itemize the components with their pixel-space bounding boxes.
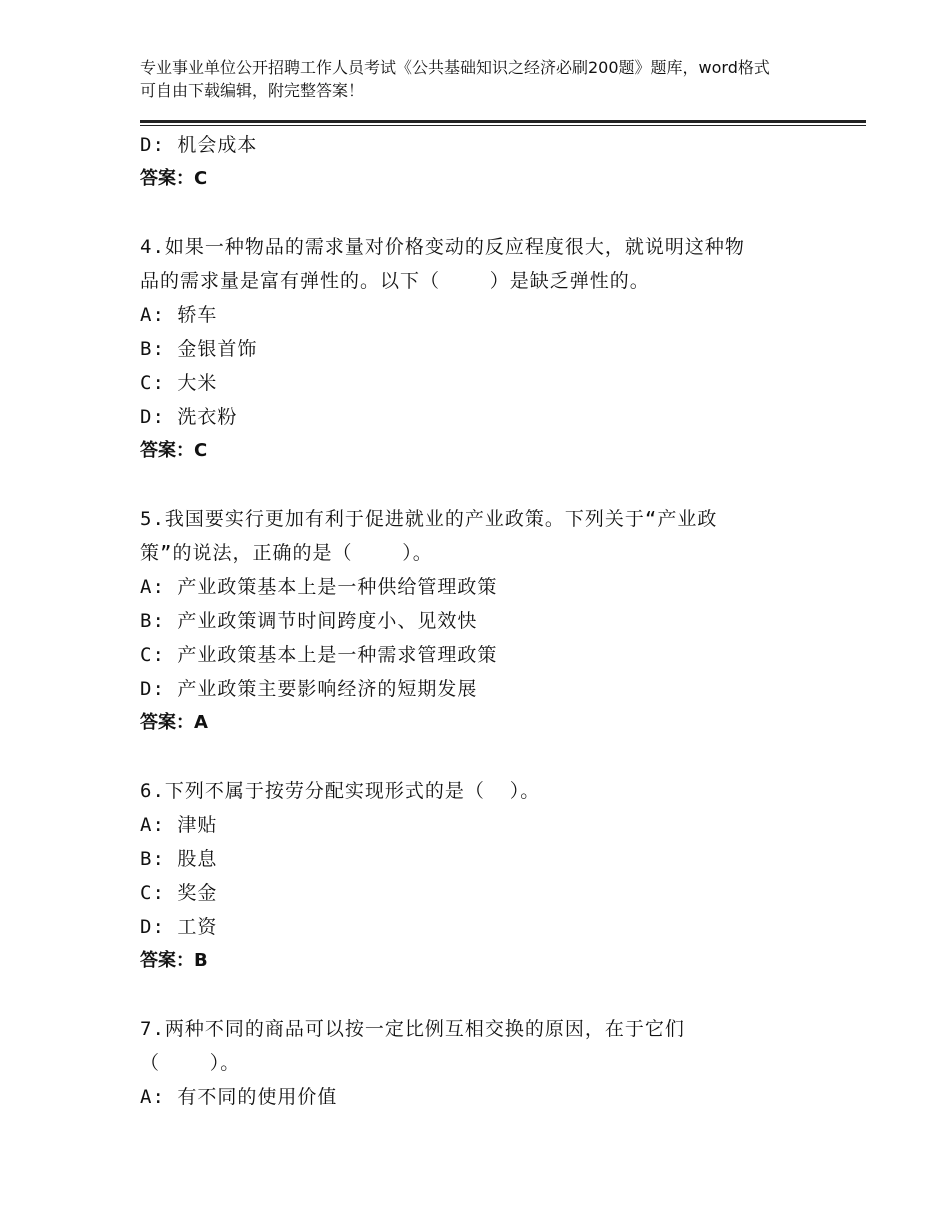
option-a: A: 产业政策基本上是一种供给管理政策: [140, 576, 498, 598]
question-stem: 5.我国要实行更加有利于促进就业的产业政策。下列关于“产业政: [140, 508, 718, 530]
option-d: D: 工资: [140, 916, 218, 938]
document-header: [140, 56, 780, 102]
option-d: D: 机会成本: [140, 134, 258, 156]
question-3: [140, 128, 810, 196]
question-4: [140, 230, 810, 468]
question-stem: 品的需求量是富有弹性的。以下（ ）是缺乏弹性的。: [140, 270, 650, 292]
question-5: [140, 502, 810, 740]
spacer: [140, 740, 810, 774]
spacer: [140, 468, 810, 502]
question-stem: 4.如果一种物品的需求量对价格变动的反应程度很大，就说明这种物: [140, 236, 745, 258]
header-divider-thick: [140, 120, 866, 123]
question-stem: 7.两种不同的商品可以按一定比例互相交换的原因，在于它们: [140, 1018, 685, 1040]
option-c: C: 产业政策基本上是一种需求管理政策: [140, 644, 498, 666]
header-title: 专业事业单位公开招聘工作人员考试《公共基础知识之经济必刷200题》题库，word格式可自由下载编辑，附完整答案！: [140, 58, 770, 100]
question-list: [140, 128, 810, 1114]
option-a: A: 有不同的使用价值: [140, 1086, 338, 1108]
option-b: B: 金银首饰: [140, 338, 258, 360]
spacer: [140, 196, 810, 230]
option-a: A: 津贴: [140, 814, 218, 836]
option-c: C: 大米: [140, 372, 218, 394]
answer: 答案：A: [140, 712, 208, 733]
header-divider-thin: [140, 125, 866, 126]
option-b: B: 股息: [140, 848, 218, 870]
answer: 答案：C: [140, 168, 208, 189]
question-7: [140, 1012, 810, 1114]
question-stem: 6.下列不属于按劳分配实现形式的是（ ）。: [140, 780, 541, 802]
option-d: D: 洗衣粉: [140, 406, 238, 428]
question-stem: 策”的说法，正确的是（ ）。: [140, 542, 433, 564]
spacer: [140, 978, 810, 1012]
option-b: B: 产业政策调节时间跨度小、见效快: [140, 610, 478, 632]
answer: 答案：B: [140, 950, 208, 971]
option-d: D: 产业政策主要影响经济的短期发展: [140, 678, 478, 700]
option-a: A: 轿车: [140, 304, 218, 326]
question-6: [140, 774, 810, 978]
option-c: C: 奖金: [140, 882, 218, 904]
question-stem: （ ）。: [140, 1052, 241, 1074]
answer: 答案：C: [140, 440, 208, 461]
